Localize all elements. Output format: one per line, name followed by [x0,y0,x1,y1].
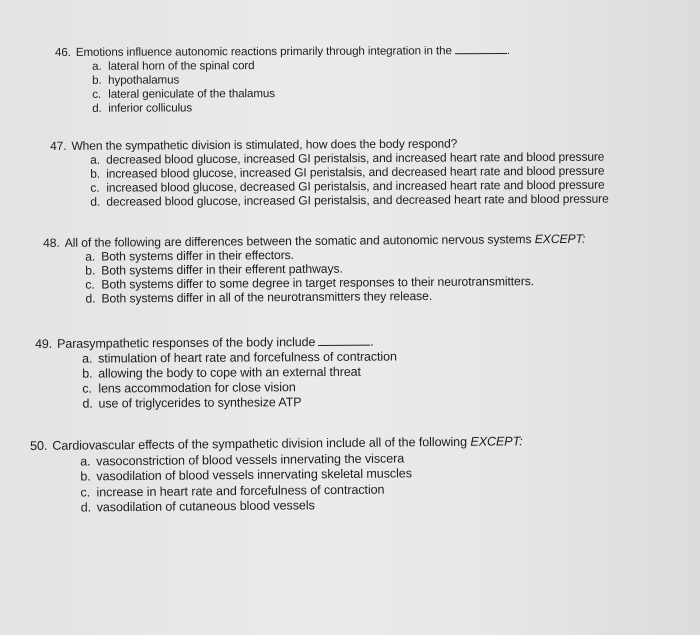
answer-options [92,58,510,116]
option-b: b. allowing the body to cope with an external threat [82,364,361,381]
answer-options [80,450,523,516]
option-d: d. decreased blood glucose, increased GI peristalsis, and decreased heart rate and blood pressure [90,191,609,209]
question-text: When the sympathetic division is stimulated, how does the body respond? [71,136,458,153]
question-46 [55,44,510,116]
answer-blank [318,336,370,346]
question-number: 47. [50,138,67,153]
option-c: c. Both systems differ to some degree in target responses to their neurotransmitters. [85,274,535,292]
option-c: c. lens accommodation for close vision [82,380,296,396]
question-number: 48. [43,235,60,250]
emphasis-except: EXCEPT: [534,231,586,247]
answer-options [90,150,609,209]
question-number: 50. [30,438,48,453]
question-48 [43,232,586,306]
question-50 [30,434,523,516]
option-b: b. Both systems differ in their efferent pathways. [85,261,343,278]
question-text: Emotions influence autonomic reactions primarily through integration in the [75,44,452,59]
question-number: 46. [55,45,71,59]
question-49 [35,334,397,412]
option-b: b. hypothalamus [92,73,180,87]
option-b: b. increased blood glucose, increased GI peristalsis, and decreased heart rate and blood pressure [90,163,605,181]
option-c: c. increased blood glucose, decreased GI peristalsis, and increased heart rate and blood pressure [90,177,605,195]
option-a: a. stimulation of heart rate and forcefulness of contraction [82,349,397,366]
answer-options [85,246,586,306]
emphasis-except: EXCEPT: [470,434,523,449]
answer-options [82,349,397,411]
question-text: All of the following are differences between the somatic and autonomic nervous systems [64,232,532,250]
option-b: b. vasodilation of blood vessels innervating skeletal muscles [80,466,412,484]
question-text: Cardiovascular effects of the sympathetic division include all of the following [52,434,468,453]
answer-blank [455,44,507,54]
option-d: d. Both systems differ in all of the neurotransmitters they release. [85,288,433,306]
question-number: 49. [35,336,53,351]
option-d: d. inferior colliculus [92,101,193,115]
option-d: d. use of triglycerides to synthesize ATP [82,395,302,411]
question-text-end: . [370,334,374,349]
option-c: c. lateral geniculate of the thalamus [92,87,275,101]
question-text: Parasympathetic responses of the body include [57,335,316,351]
option-a: a. Both systems differ in their effectors. [85,248,294,264]
option-d: d. vasodilation of cutaneous blood vessels [80,498,315,515]
question-text-end: . [506,44,510,58]
option-c: c. increase in heart rate and forcefulness of contraction [80,482,385,500]
option-a: a. vasoconstriction of blood vessels innervating the viscera [80,450,405,469]
question-47 [50,136,609,209]
option-a: a. lateral horn of the spinal cord [92,59,255,73]
option-a: a. decreased blood glucose, increased GI peristalsis, and increased heart rate and blood pressure [90,149,605,167]
question-stem [55,44,510,60]
